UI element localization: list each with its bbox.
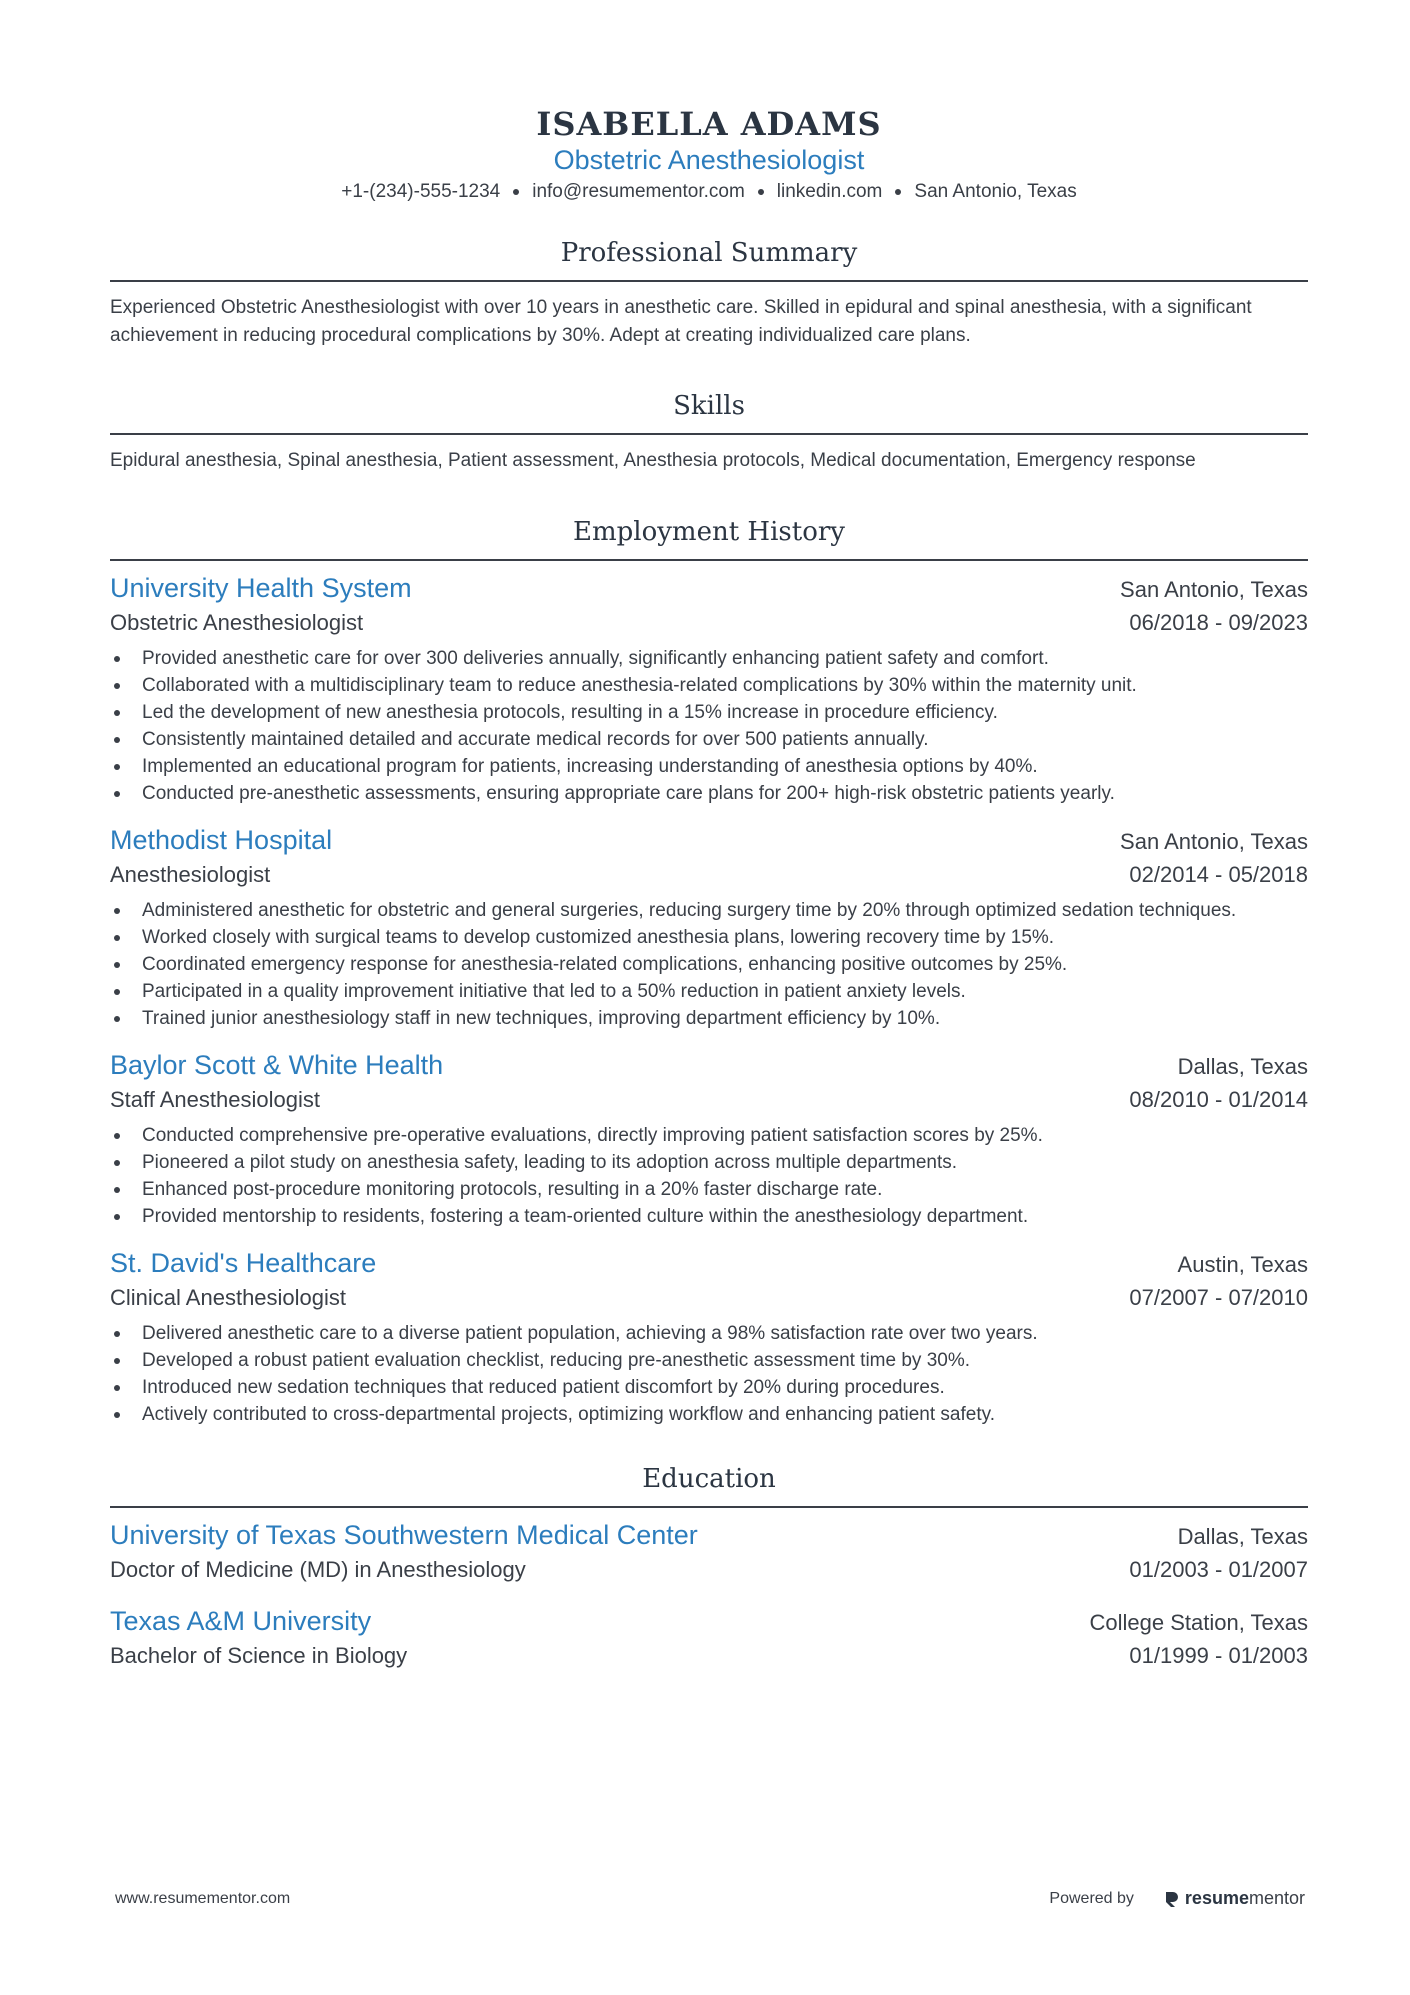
summary-section — [110, 236, 1308, 350]
powered-by-label: Powered by — [1049, 1889, 1134, 1907]
job-role: Staff Anesthesiologist — [110, 1087, 320, 1112]
brand-name-rest: mentor — [1248, 1888, 1305, 1908]
section-heading-skills: Skills — [673, 391, 745, 421]
education-location: Dallas, Texas — [1177, 1524, 1308, 1549]
job-location: Dallas, Texas — [1177, 1054, 1308, 1079]
job-entry — [110, 1048, 1308, 1230]
list-item: Implemented an educational program for patients, increasing understanding of anesthesia options by 40%. — [110, 753, 1308, 780]
page-footer — [115, 1888, 1305, 1909]
list-item: Developed a robust patient evaluation checklist, reducing pre-anesthetic assessment time by 30%. — [110, 1347, 1308, 1374]
job-entry — [110, 1246, 1308, 1428]
job-entry — [110, 571, 1308, 807]
education-location: College Station, Texas — [1089, 1610, 1308, 1635]
section-heading-employment: Employment History — [573, 517, 845, 547]
job-location: Austin, Texas — [1177, 1252, 1308, 1277]
bullet-separator — [895, 189, 901, 195]
job-role: Anesthesiologist — [110, 862, 271, 887]
contact-email[interactable]: info@resumementor.com — [532, 181, 745, 202]
job-location: San Antonio, Texas — [1120, 829, 1308, 854]
education-school: Texas A&M University — [110, 1606, 372, 1636]
section-divider — [110, 1506, 1308, 1508]
list-item: Participated in a quality improvement initiative that led to a 50% reduction in patient anxiety levels. — [110, 978, 1308, 1005]
candidate-name: ISABELLA ADAMS — [536, 105, 882, 143]
job-bullets — [110, 897, 1308, 1032]
list-item: Administered anesthetic for obstetric and general surgeries, reducing surgery time by 20% through optimized sedation techniques. — [110, 897, 1308, 924]
list-item: Trained junior anesthesiology staff in new techniques, improving department efficiency by 10%. — [110, 1005, 1308, 1032]
candidate-title: Obstetric Anesthesiologist — [553, 145, 865, 175]
list-item: Conducted pre-anesthetic assessments, ensuring appropriate care plans for 200+ high-risk obstetric patients yearly. — [110, 780, 1308, 807]
contact-linkedin[interactable]: linkedin.com — [776, 181, 883, 202]
skills-section — [110, 389, 1308, 475]
job-location: San Antonio, Texas — [1120, 577, 1308, 602]
education-dates: 01/2003 - 01/2007 — [1129, 1557, 1308, 1582]
section-heading-summary: Professional Summary — [560, 238, 858, 268]
contact-phone: +1-(234)-555-1234 — [341, 181, 501, 202]
bullet-separator — [758, 189, 764, 195]
list-item: Actively contributed to cross-departmental projects, optimizing workflow and enhancing patient safety. — [110, 1401, 1308, 1428]
section-divider — [110, 280, 1308, 282]
resumementor-logo-icon — [1164, 1890, 1180, 1908]
bullet-separator — [513, 189, 519, 195]
education-degree: Doctor of Medicine (MD) in Anesthesiology — [110, 1557, 526, 1582]
brand-name-bold: resume — [1184, 1888, 1249, 1908]
job-bullets — [110, 1122, 1308, 1230]
education-degree: Bachelor of Science in Biology — [110, 1643, 408, 1668]
resume-header — [110, 0, 1308, 206]
job-bullets — [110, 645, 1308, 807]
list-item: Consistently maintained detailed and accurate medical records for over 500 patients annually. — [110, 726, 1308, 753]
list-item: Introduced new sedation techniques that reduced patient discomfort by 20% during procedures. — [110, 1374, 1308, 1401]
list-item: Worked closely with surgical teams to develop customized anesthesia plans, lowering recovery time by 15%. — [110, 924, 1308, 951]
list-item: Provided anesthetic care for over 300 deliveries annually, significantly enhancing patient safety and comfort. — [110, 645, 1308, 672]
section-heading-education: Education — [642, 1464, 776, 1494]
job-dates: 07/2007 - 07/2010 — [1129, 1285, 1308, 1310]
education-entry — [110, 1518, 1308, 1586]
list-item: Conducted comprehensive pre-operative evaluations, directly improving patient satisfaction scores by 25%. — [110, 1122, 1308, 1149]
footer-website-link[interactable]: www.resumementor.com — [115, 1889, 291, 1907]
education-section — [110, 1462, 1308, 1672]
list-item: Provided mentorship to residents, fostering a team-oriented culture within the anesthesiology department. — [110, 1203, 1308, 1230]
job-company: University Health System — [110, 573, 412, 603]
contact-line — [110, 178, 1308, 206]
resume-page — [110, 0, 1308, 1672]
list-item: Pioneered a pilot study on anesthesia safety, leading to its adoption across multiple departments. — [110, 1149, 1308, 1176]
job-role: Clinical Anesthesiologist — [110, 1285, 347, 1310]
job-dates: 02/2014 - 05/2018 — [1129, 862, 1308, 887]
list-item: Enhanced post-procedure monitoring protocols, resulting in a 20% faster discharge rate. — [110, 1176, 1308, 1203]
list-item: Collaborated with a multidisciplinary team to reduce anesthesia-related complications by 30% within the maternity unit. — [110, 672, 1308, 699]
list-item: Led the development of new anesthesia protocols, resulting in a 15% increase in procedure efficiency. — [110, 699, 1308, 726]
education-entry — [110, 1604, 1308, 1672]
job-dates: 08/2010 - 01/2014 — [1129, 1087, 1308, 1112]
powered-by — [1049, 1888, 1305, 1909]
job-company: Baylor Scott & White Health — [110, 1050, 444, 1080]
list-item: Coordinated emergency response for anesthesia-related complications, enhancing positive outcomes by 25%. — [110, 951, 1308, 978]
brand-logo[interactable] — [1164, 1888, 1305, 1909]
job-role: Obstetric Anesthesiologist — [110, 610, 364, 635]
education-school: University of Texas Southwestern Medical Center — [110, 1520, 698, 1550]
skills-text: Epidural anesthesia, Spinal anesthesia, Patient assessment, Anesthesia protocols, Medical documentation, Emergency response — [110, 450, 1196, 471]
job-company: St. David's Healthcare — [110, 1248, 377, 1278]
contact-location: San Antonio, Texas — [914, 181, 1077, 202]
education-dates: 01/1999 - 01/2003 — [1129, 1643, 1308, 1668]
list-item: Delivered anesthetic care to a diverse patient population, achieving a 98% satisfaction rate over two years. — [110, 1320, 1308, 1347]
employment-section — [110, 515, 1308, 1428]
job-bullets — [110, 1320, 1308, 1428]
job-entry — [110, 823, 1308, 1032]
section-divider — [110, 433, 1308, 435]
summary-text: Experienced Obstetric Anesthesiologist with over 10 years in anesthetic care. Skilled in epidural and spinal anesthesia, with a significant achievement in reducing procedural complications by 30%. Adept at creating individualized care plans. — [110, 297, 1252, 346]
job-dates: 06/2018 - 09/2023 — [1129, 610, 1308, 635]
section-divider — [110, 559, 1308, 561]
job-company: Methodist Hospital — [110, 825, 333, 855]
